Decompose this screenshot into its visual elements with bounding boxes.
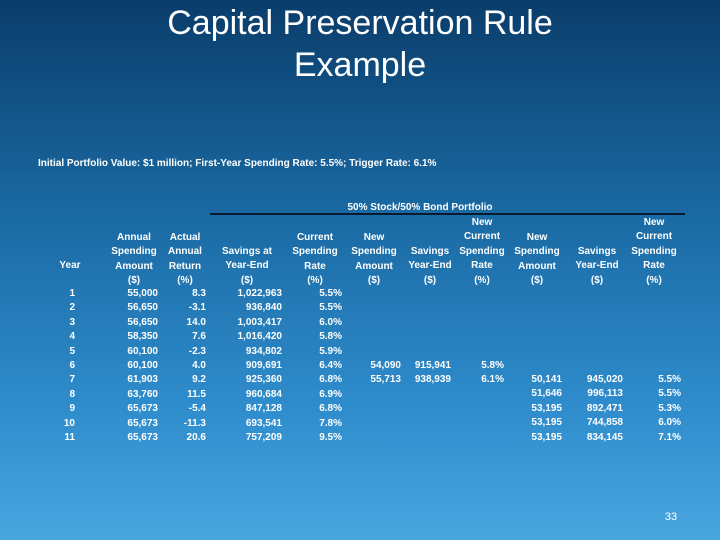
column-new-current-spending-rate-2 — [645, 373, 681, 445]
cell-year: 1 — [69, 288, 75, 299]
cell-savings-year-end: 909,691 — [245, 359, 282, 371]
cell-actual-return: -2.3 — [188, 345, 206, 357]
slide-title — [0, 2, 720, 86]
cell-actual-return: -3.1 — [188, 302, 206, 314]
cell-actual-return: 8.3 — [192, 288, 206, 299]
cell-year: 9 — [69, 403, 75, 415]
cell-year: 5 — [69, 345, 75, 357]
cell-annual-spending: 58,350 — [127, 331, 158, 343]
cell-new-spending-amount-2: 50,141 — [531, 374, 562, 385]
cell-annual-spending: 56,650 — [127, 302, 158, 314]
cell-new-current-spending-rate-2: 5.3% — [658, 402, 681, 414]
cell-new-spending-amount: 55,713 — [370, 374, 401, 386]
cell-year: 10 — [63, 417, 75, 429]
cell-year: 8 — [69, 388, 75, 400]
cell-current-spending-rate: 6.8% — [319, 374, 342, 386]
cell-annual-spending: 56,650 — [127, 316, 158, 328]
header-savings-year-end-3: Savings Year-End ($) — [575, 246, 619, 286]
header-actual-return: Actual Annual Return (%) — [168, 232, 202, 287]
cell-new-current-spending-rate-2: 7.1% — [658, 431, 681, 443]
cell-current-spending-rate: 7.8% — [319, 417, 342, 429]
cell-savings-year-end-2: 938,939 — [414, 374, 451, 386]
column-savings-year-end — [215, 287, 282, 445]
cell-new-spending-amount-2: 51,646 — [531, 388, 562, 400]
header-savings-year-end: Savings at Year-End ($) — [221, 246, 273, 286]
header-new-current-spending-rate: New Current Spending Rate (%) — [459, 217, 505, 286]
cell-current-spending-rate: 5.5% — [319, 288, 342, 299]
column-savings-year-end-2 — [405, 359, 451, 388]
cell-current-spending-rate: 6.0% — [319, 316, 342, 328]
column-new-spending-amount-2 — [518, 373, 562, 445]
cell-new-current-spending-rate: 6.1% — [481, 374, 504, 386]
cell-savings-year-end-3: 834,145 — [586, 431, 623, 443]
cell-annual-spending: 61,903 — [127, 374, 158, 386]
cell-current-spending-rate: 5.5% — [319, 302, 342, 314]
cell-savings-year-end-3: 892,471 — [586, 402, 623, 414]
header-annual-spending: Annual Spending Amount ($) — [111, 232, 157, 287]
cell-year: 3 — [69, 316, 75, 328]
page-number: 33 — [664, 511, 678, 523]
cell-new-current-spending-rate: 5.8% — [481, 360, 504, 371]
cell-new-spending-amount-2: 53,195 — [531, 431, 562, 443]
cell-actual-return: 7.6 — [192, 331, 206, 343]
cell-savings-year-end-3: 744,858 — [586, 417, 623, 429]
title-line-2: Example — [293, 46, 427, 84]
cell-annual-spending: 65,673 — [127, 417, 158, 429]
cell-annual-spending: 60,100 — [127, 359, 158, 371]
column-annual-spending — [100, 287, 158, 445]
header-new-spending-amount-2: New Spending Amount ($) — [514, 232, 560, 287]
cell-current-spending-rate: 6.4% — [319, 359, 342, 371]
cell-new-current-spending-rate-2: 6.0% — [658, 417, 681, 429]
cell-actual-return: -5.4 — [188, 403, 206, 415]
cell-new-current-spending-rate-2: 5.5% — [658, 374, 681, 385]
cell-new-spending-amount: 54,090 — [370, 360, 401, 371]
cell-savings-year-end: 693,541 — [245, 417, 282, 429]
header-new-spending-amount: New Spending Amount ($) — [351, 232, 397, 287]
cell-actual-return: 11.5 — [187, 388, 206, 400]
portfolio-section-title: 50% Stock/50% Bond Portfolio — [347, 202, 493, 213]
header-current-spending-rate: Current Spending Rate (%) — [292, 232, 338, 287]
cell-savings-year-end-2: 915,941 — [414, 360, 451, 371]
header-new-current-spending-rate-2: New Current Spending Rate (%) — [631, 217, 677, 286]
cell-annual-spending: 65,673 — [127, 403, 158, 415]
cell-actual-return: 20.6 — [186, 431, 206, 443]
column-savings-year-end-3 — [575, 373, 623, 445]
cell-year: 2 — [69, 302, 75, 314]
cell-savings-year-end: 925,360 — [245, 374, 282, 386]
cell-annual-spending: 63,760 — [127, 388, 158, 400]
cell-new-current-spending-rate-2: 5.5% — [658, 388, 681, 400]
section-divider — [210, 213, 685, 215]
cell-actual-return: -11.3 — [183, 417, 206, 429]
cell-year: 11 — [64, 431, 75, 443]
column-year — [50, 287, 75, 445]
cell-current-spending-rate: 6.9% — [319, 388, 342, 400]
cell-actual-return: 14.0 — [186, 316, 206, 328]
cell-current-spending-rate: 6.8% — [319, 403, 342, 415]
cell-current-spending-rate: 5.9% — [319, 345, 342, 357]
cell-savings-year-end: 960,684 — [245, 388, 282, 400]
slide-subtitle: Initial Portfolio Value: $1 million; First-Year Spending Rate: 5.5%; Trigger Rate: 6.1% — [38, 158, 437, 169]
column-current-spending-rate — [298, 287, 342, 445]
header-savings-year-end-2: Savings Year-End ($) — [408, 246, 452, 286]
cell-annual-spending: 60,100 — [127, 345, 158, 357]
column-new-current-spending-rate — [470, 359, 504, 388]
title-line-1: Capital Preservation Rule — [167, 4, 553, 42]
cell-savings-year-end-3: 996,113 — [587, 388, 623, 400]
cell-annual-spending: 65,673 — [127, 431, 158, 443]
cell-savings-year-end: 934,802 — [245, 345, 282, 357]
column-actual-return — [165, 287, 206, 445]
cell-year: 7 — [69, 374, 75, 386]
cell-actual-return: 9.2 — [192, 374, 206, 386]
cell-current-spending-rate: 5.8% — [319, 331, 342, 343]
cell-savings-year-end: 757,209 — [245, 431, 282, 443]
cell-savings-year-end: 1,022,963 — [237, 288, 282, 299]
cell-new-spending-amount-2: 53,195 — [531, 402, 562, 414]
cell-actual-return: 4.0 — [192, 359, 206, 371]
cell-current-spending-rate: 9.5% — [319, 431, 342, 443]
cell-savings-year-end-3: 945,020 — [586, 374, 623, 385]
column-new-spending-amount — [355, 359, 401, 388]
cell-savings-year-end: 1,003,417 — [237, 316, 282, 328]
cell-year: 6 — [69, 359, 75, 371]
cell-savings-year-end: 1,016,420 — [237, 331, 282, 343]
cell-savings-year-end: 847,128 — [245, 403, 282, 415]
cell-annual-spending: 55,000 — [127, 288, 158, 299]
cell-new-spending-amount-2: 53,195 — [531, 417, 562, 429]
cell-year: 4 — [69, 331, 75, 343]
cell-savings-year-end: 936,840 — [245, 302, 282, 314]
header-year: Year — [59, 260, 81, 271]
